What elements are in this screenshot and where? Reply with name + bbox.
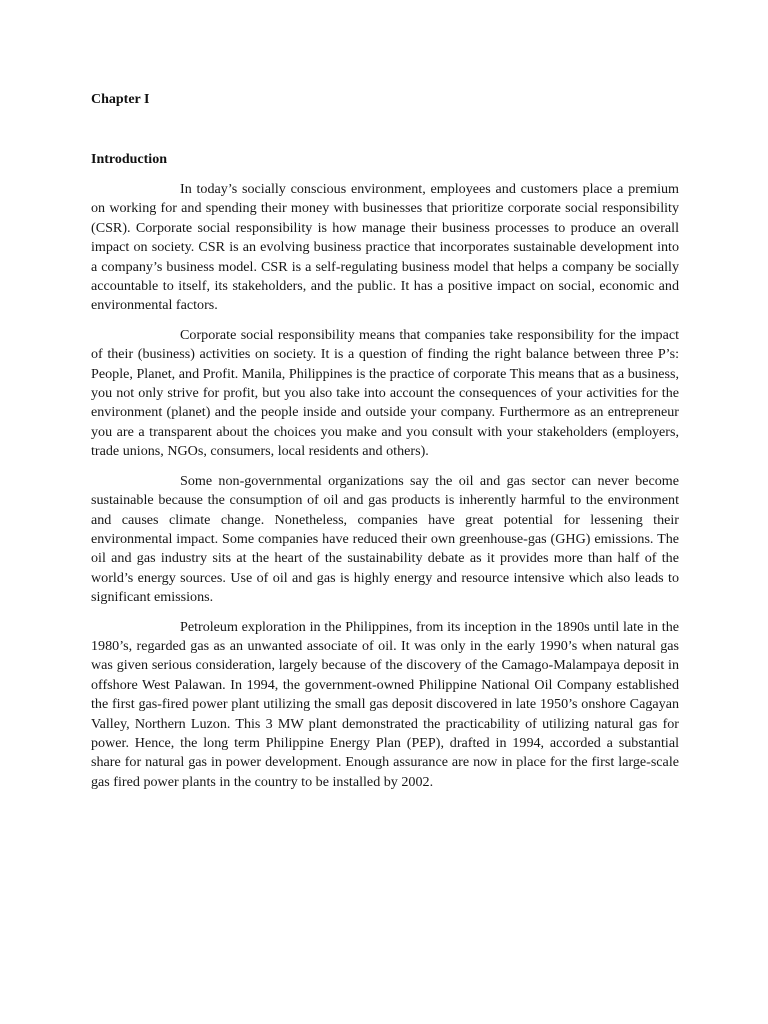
section-title: Introduction [91,152,167,167]
body-text [91,180,679,802]
paragraph-3: Some non-governmental organizations say the oil and gas sector can never become sustainable because the consumption of oil and gas products is inherently harmful to the environment and causes climate change. Nonetheless, companies have great potential for lessening their environmental impact. Some companies have reduced their own greenhouse-gas (GHG) emissions. The oil and gas industry sits at the heart of the sustainability debate as it provides more than half of the world’s energy sources. Use of oil and gas is highly energy and resource intensive which also leads to significant emissions. [91,472,679,606]
paragraph-2: Corporate social responsibility means that companies take responsibility for the impact of their (business) activities on society. It is a question of finding the right balance between three P’s: People, Planet, and Profit. Manila, Philippines is the practice of corporate This means that as a business, you not only strive for profit, but you also take into account the consequences of your activities for the environment (planet) and the people inside and outside your company. Furthermore as an entrepreneur you are a transparent about the choices you make and you consult with your stakeholders (employers, trade unions, NGOs, consumers, local residents and others). [91,326,679,460]
paragraph-4: Petroleum exploration in the Philippines, from its inception in the 1890s until late in the 1980’s, regarded gas as an unwanted associate of oil. It was only in the early 1990’s when natural gas was given serious consideration, largely because of the discovery of the Camago-Malampaya deposit in offshore West Palawan. In 1994, the government-owned Philippine National Oil Company established the first gas-fired power plant utilizing the small gas deposit discovered in late 1950’s onshore Cagayan Valley, Northern Luzon. This 3 MW plant demonstrated the practicability of utilizing natural gas for power. Hence, the long term Philippine Energy Plan (PEP), drafted in 1994, accorded a substantial share for natural gas in power development. Enough assurance are now in place for the first large-scale gas fired power plants in the country to be installed by 2002. [91,618,679,790]
chapter-title: Chapter I [91,92,150,107]
paragraph-1: In today’s socially conscious environment, employees and customers place a premium on working for and spending their money with businesses that prioritize corporate social responsibility (CSR). Corporate social responsibility is how manage their business processes to produce an overall impact on society. CSR is an evolving business practice that incorporates sustainable development into a company’s business model. CSR is a self-regulating business model that helps a company be socially accountable to itself, its stakeholders, and the public. It has a positive impact on social, economic and environmental factors. [91,181,679,314]
